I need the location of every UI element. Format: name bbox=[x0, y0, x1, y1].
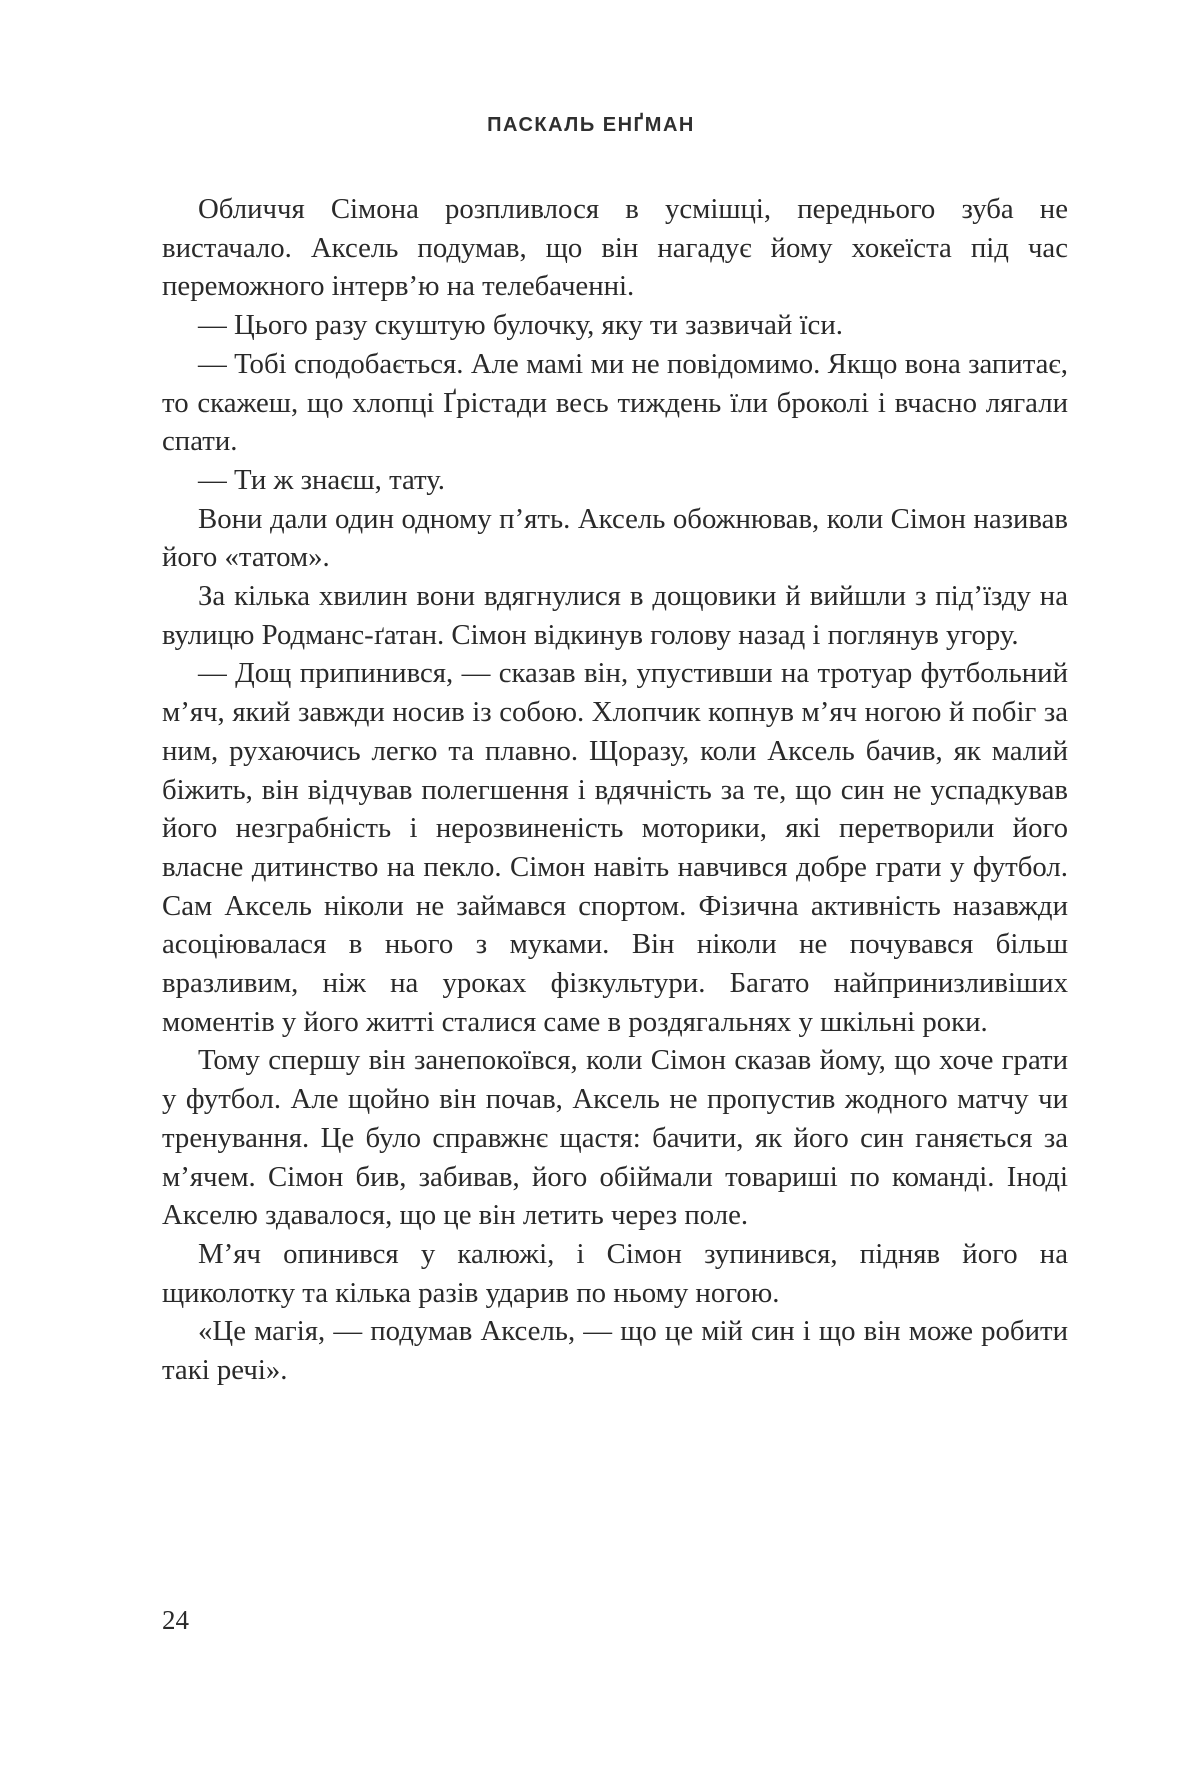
paragraph: Тому спершу він занепокоївся, коли Сімон сказав йому, що хоче грати у футбол. Але щойно він почав, Аксель не пропустив жодного матчу чи тренування. Це було справжнє щастя: бачити, як його син ганяється за м’ячем. Сімон бив, забивав, його обіймали товариші по команді. Іноді Акселю здавалося, що це він летить через поле. bbox=[162, 1044, 1068, 1232]
paragraph: «Це магія, — подумав Аксель, — що це мій син і що він може робити такі речі». bbox=[162, 1315, 1068, 1387]
running-header-author: ПАСКАЛЬ ЕНҐМАН bbox=[487, 114, 695, 136]
paragraph: — Ти ж знаєш, тату. bbox=[198, 463, 445, 496]
body-text bbox=[162, 190, 1068, 1390]
paragraph: Обличчя Сімона розпливлося в усмішці, переднього зуба не вистачало. Аксель подумав, що він нагадує йому хокеїста під час переможного інтерв’ю на телебаченні. bbox=[162, 193, 1068, 303]
paragraph: За кілька хвилин вони вдягнулися в дощовики й вийшли з під’їзду на вулицю Родманс-ґатан. Сімон відкинув голову назад і поглянув угору. bbox=[162, 580, 1068, 651]
paragraph: Вони дали один одному п’ять. Аксель обожнював, коли Сімон називав його «татом». bbox=[162, 502, 1068, 574]
paragraph: — Цього разу скуштую булочку, яку ти зазвичай їси. bbox=[198, 309, 843, 342]
paragraph: М’яч опинився у калюжі, і Сімон зупинився, підняв його на щиколотку та кілька разів ударив по ньому ногою. bbox=[162, 1237, 1068, 1309]
paragraph: — Тобі сподобається. Але мамі ми не повідомимо. Якщо вона запитає, то скажеш, що хлопці Ґрістади весь тиждень їли броколі і вчасно лягали спати. bbox=[162, 347, 1068, 458]
page-number: 24 bbox=[162, 1605, 189, 1635]
paragraph: — Дощ припинився, — сказав він, упустивши на тротуар футбольний м’яч, який завжди носив із собою. Хлопчик копнув м’яч ногою й побіг за ним, рухаючись легко та плавно. Щоразу, коли Аксель бачив, як малий біжить, він відчував полегшення і вдячність за те, що син не успадкував його незграбність і нерозвиненість моторики, які перетворили його власне дитинство на пекло. Сімон навіть навчився добре грати у футбол. Сам Аксель ніколи не займався спортом. Фізична активність назавжди асоціювалася в нього з муками. Він ніколи не почувався більш вразливим, ніж на уроках фізкультури. Багато найпринизливіших моментів у його житті сталися саме в роздягальнях у шкільні роки. bbox=[162, 657, 1068, 1038]
